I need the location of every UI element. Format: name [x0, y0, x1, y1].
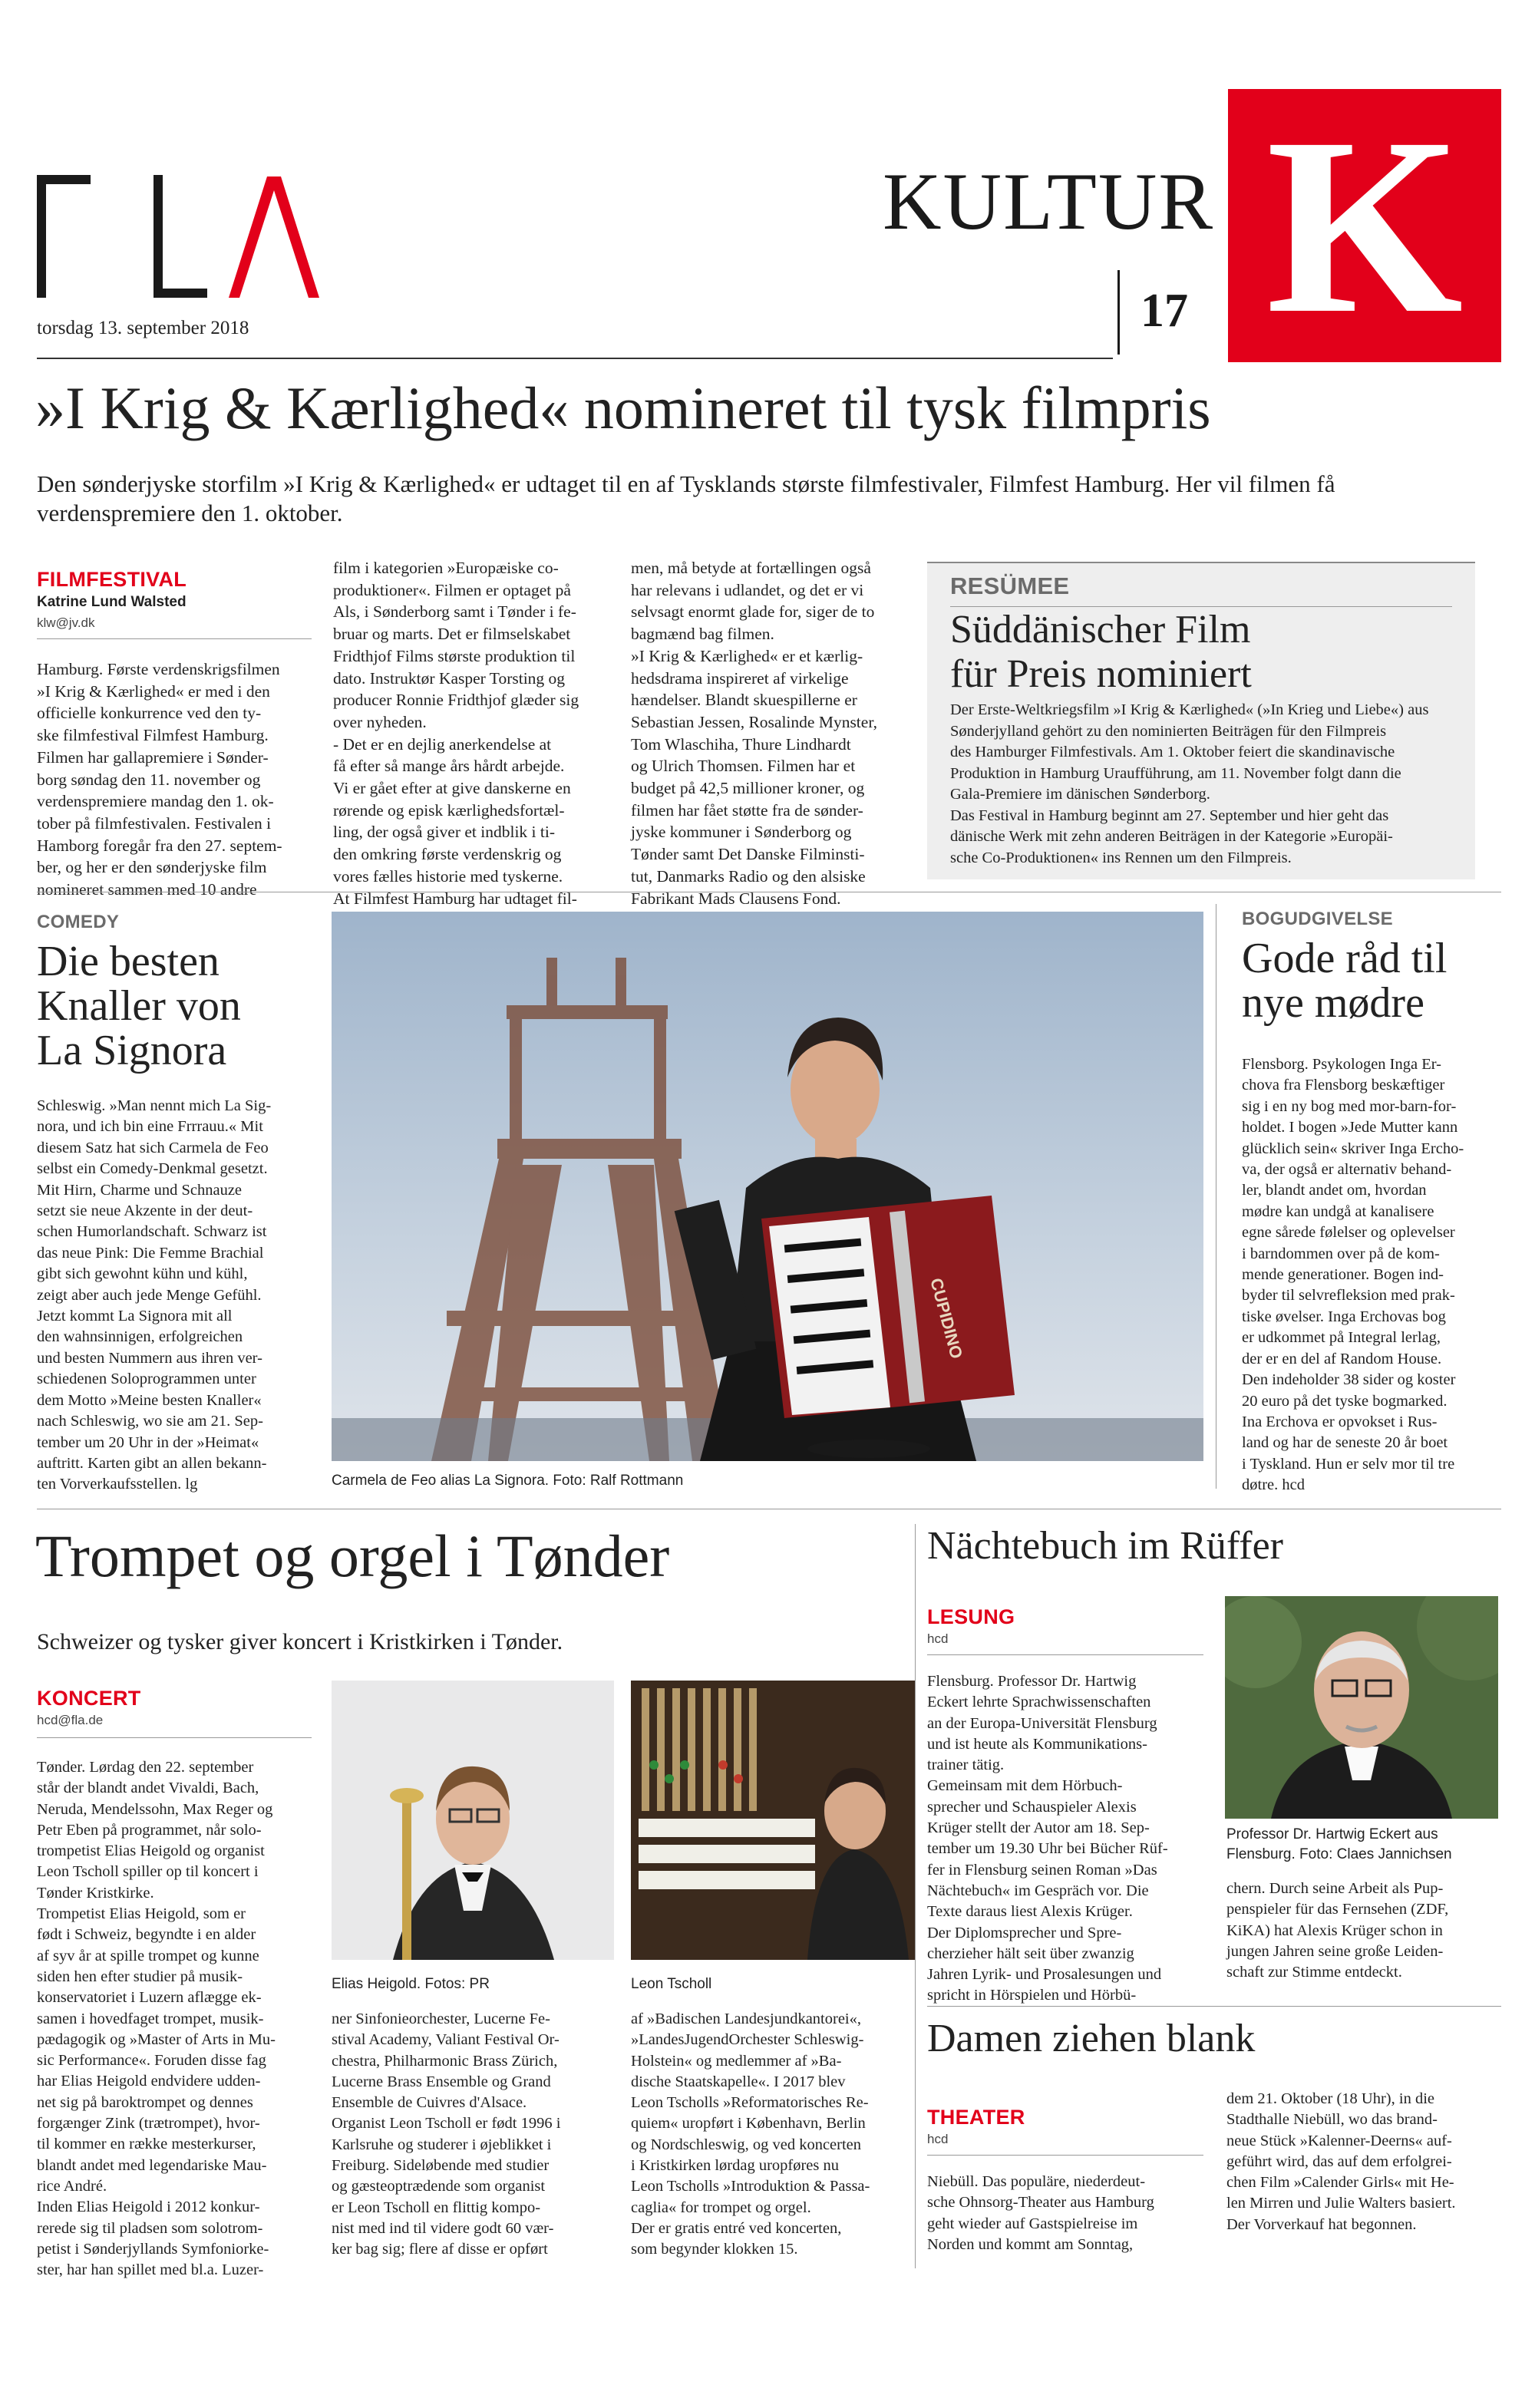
trompet-byline-rule	[37, 1737, 312, 1738]
hartwig-eckert-photo	[1225, 1596, 1498, 1819]
lead-column-1: Hamburg. Første verdenskrigsfilmen »I Krig & Kærlighed« er med i den officielle konkurrence ved den ty- ske filmfestival Filmfest Hamburg. Filmen har gallapremiere i Sønder- borg søndag den 11. november og verdenspremiere mandag den 1. ok- tober på filmfestivalen. Festivalen i Hamborg foregår fra den 27. septem- ber, og her er den sønderjyske film nomineret sammen med 10 andre	[37, 660, 282, 899]
trompet-intro: Schweizer og tysker giver koncert i Kristkirken i Tønder.	[37, 1629, 563, 1654]
trompet-column-1: Tønder. Lørdag den 22. september står der blandt andet Vivaldi, Bach, Neruda, Mendelssohn, Max Reger og Petr Eben på programmet, når solo- trompetist Elias Heigold og organist Leon Tscholl spiller op til koncert i Tønder Kristkirke. Trompetist Elias Heigold, som er født i Schweiz, begyndte i en alder af syv år at spille trompet og kunne siden hen efter studier på musik- konservatoriet i Luzern aflægge ek- samen i hovedfaget trompet, musik- pædagogik og »Master of Arts in Mu- sic Performance«. Foruden disse fag har Elias Heigold endvidere udden- net sig på baroktrompet og dennes forgænger Zink (trætrompet), hvor- til kommer en række mesterkurser, blandt andet med legendariske Mau- rice André. Inden Elias Heigold i 2012 konkur- rerede sig til pladsen som solotrom- petist i Sønderjyllands Symfoniorke- ster, har han spillet med bl.a. Luzer-	[37, 1759, 276, 2279]
la-signora-photo	[332, 912, 1203, 1461]
page-number: 17	[1141, 285, 1188, 337]
leon-caption: Leon Tscholl	[631, 1976, 712, 1992]
comedy-headline-1: Die besten	[37, 938, 220, 985]
naechtebuch-headline: Nächtebuch im Rüffer	[927, 1524, 1283, 1568]
section-letter: K	[1266, 86, 1464, 366]
bog-headline-2: nye mødre	[1242, 979, 1424, 1027]
naechtebuch-rubric: LESUNG	[927, 1605, 1015, 1628]
leon-tscholl-photo	[631, 1681, 915, 1960]
comedy-headline-2: Knaller von	[37, 982, 241, 1030]
lead-byline-rule	[37, 638, 312, 639]
resumee-headline-1: Süddänischer Film	[950, 608, 1251, 651]
damen-byline-rule	[927, 2155, 1203, 2156]
naechtebuch-body-2: chern. Durch seine Arbeit als Pup- penspieler für das Fernsehen (ZDF, KiKA) hat Alexis Krüger schon in jungen Jahren seine große Leiden- schaft zur Stimme entdeckt.	[1226, 1880, 1449, 1981]
lead-author: Katrine Lund Walsted	[37, 594, 187, 610]
damen-body-2: dem 21. Oktober (18 Uhr), in die Stadthalle Niebüll, wo das brand- neue Stück »Kalenner-Deerns« auf- geführt wird, das auf dem erfolgrei- chen Film »Calender Girls« mit He- len Mirren und Julie Walters basiert. Der Vorverkauf hat begonnen.	[1226, 2090, 1456, 2233]
page-number-divider	[1117, 270, 1120, 355]
damen-rubric: THEATER	[927, 2106, 1025, 2129]
lead-headline: »I Krig & Kærlighed« nomineret til tysk filmpris	[35, 374, 1211, 441]
trompet-headline: Trompet og orgel i Tønder	[35, 1522, 670, 1589]
naechtebuch-body: Flensburg. Professor Dr. Hartwig Eckert lehrte Sprachwissenschaften an der Europa-Universität Flensburg und ist heute als Kommunikations- trainer tätig. Gemeinsam mit dem Hörbuch- sprecher und Schauspieler Alexis Krüger stellt der Autor am 18. Sep- tember um 19.30 Uhr bei Bücher Rüf- fer in Flensburg seinen Roman »Das Nächtebuch« im Gespräch vor. Die Texte daraus liest Alexis Krüger. Der Diplomsprecher und Spre- cherzieher hält seit über zwanzig Jahren Lyrik- und Prosalesungen und spricht in Hörspielen und Hörbü-	[927, 1673, 1168, 2004]
section-title: KULTUR	[883, 157, 1215, 246]
resumee-box	[927, 562, 1475, 879]
elias-heigold-photo	[332, 1681, 614, 1960]
bog-rubric: BOGUDGIVELSE	[1242, 909, 1393, 929]
trompet-column-2: ner Sinfonieorchester, Lucerne Fe- stival Academy, Valiant Festival Or- chestra, Philharmonic Brass Zürich, Lucerne Brass Ensemble og Grand Ensemble de Cuivres d'Alsace. Organist Leon Tscholl er født 1996 i Karlsruhe og studerer i øjeblikket i Freiburg. Sideløbende med studier og gæsteoptrædende som organist er Leon Tscholl en flittig kompo- nist med ind til videre godt 60 vær- ker bag sig; flere af disse er opført	[332, 2011, 561, 2258]
trompet-column-3: af »Badischen Landesjundkantorei«, »LandesJugendOrchester Schleswig- Holstein« og medlemmer af »Ba- dische Staatskapelle«. I 2017 blev Leon Tscholls »Reformatorisches Re- quiem« uropført i København, Berlin og Nordschleswig, og ved koncerten i Kristkirken lørdag uropføres nu Leon Tscholls »Introduktion & Passa- caglia« for trompet og orgel. Der er gratis entré ved koncerten, som begynder klokken 15.	[631, 2011, 870, 2258]
fla-logo	[37, 175, 322, 304]
lead-rubric: FILMFESTIVAL	[37, 568, 187, 591]
lead-column-3: men, må betyde at fortællingen også har relevans i udlandet, og det er vi selvsagt enormt glade for, siger de to bagmænd bag filmen. »I Krig & Kærlighed« er et kærlig- hedsdrama inspireret af virkelige hændelser. Blandt skuespillerne er Sebastian Jessen, Rosalinde Mynster, Tom Wlaschiha, Thure Lindhardt og Ulrich Thomsen. Filmen har et budget på 42,5 millioner kroner, og filmen har fået støtte fra de sønder- jyske kommuner i Sønderborg og Tønder samt Det Danske Filminsti- tut, Danmarks Radio og den alsiske Fabrikant Mads Clausens Fond.	[631, 559, 877, 908]
lead-intro: Den sønderjyske storfilm »I Krig & Kærlighed« er udtaget til en af Tysklands største filmfestivaler, Filmfest Hamburg. Her vil filmen få verdenspremiere den 1. oktober.	[37, 470, 1335, 526]
section-rule-3	[927, 2006, 1501, 2007]
naechtebuch-byline-rule	[927, 1654, 1203, 1655]
hartwig-caption: Professor Dr. Hartwig Eckert aus Flensburg. Foto: Claes Jannichsen	[1226, 1826, 1452, 1862]
comedy-headline-3: La Signora	[37, 1027, 227, 1074]
damen-body: Niebüll. Das populäre, niederdeut- sche Ohnsorg-Theater aus Hamburg geht wieder auf Gastspielreise im Norden und kommt am Sonntag,	[927, 2173, 1154, 2253]
comedy-body: Schleswig. »Man nennt mich La Sig- nora, und ich bin eine Frrrauu.« Mit diesem Satz hat sich Carmela de Feo selbst ein Comedy-Denkmal gesetzt. Mit Hirn, Charme und Schnauze setzt sie neue Akzente in der deut- schen Humorlandschaft. Schwarz ist das neue Pink: Die Femme Brachial gibt sich gewohnt kühn und kühl, zeigt aber auch jede Menge Gefühl. Jetzt kommt La Signora mit all den wahnsinnigen, erfolgreichen und besten Nummern aus ihren ver- schiedenen Soloprogrammen unter dem Motto »Meine besten Knaller« nach Schleswig, wo sie am 21. Sep- tember um 20 Uhr in der »Heimat« auftritt. Karten gibt an allen bekann- ten Vorverkaufsstellen. lg	[37, 1097, 272, 1493]
svg-text:CUPIDINO: CUPIDINO	[926, 1275, 967, 1361]
naechtebuch-email: hcd	[927, 1631, 949, 1646]
resumee-body: Der Erste-Weltkriegsfilm »I Krig & Kærlighed« (»In Krieg und Liebe«) aus Sønderjylland gehört zu den nominierten Beiträgen für den Filmpreis des Hamburger Filmfestivals. Am 1. Oktober feiert die skandinavische Produktion in Hamburg Uraufführung, am 11. November folgt dann die Gala-Premiere im dänischen Sønderborg. Das Festival in Hamburg beginnt am 27. September und hier geht das dänische Werk mit zehn anderen Beiträgen in der Kategorie »Europäi- sche Co-Produktionen« ins Rennen um den Filmpreis.	[950, 701, 1429, 866]
damen-headline: Damen ziehen blank	[927, 2017, 1256, 2060]
bog-headline-1: Gode råd til	[1242, 935, 1448, 982]
comedy-rubric: COMEDY	[37, 912, 120, 932]
issue-date: torsdag 13. september 2018	[37, 318, 249, 338]
bog-body: Flensborg. Psykologen Inga Er- chova fra Flensborg beskæftiger sig i en ny bog med mor-barn-for- holdet. I bogen »Jede Mutter kann glücklich sein« skriver Inga Ercho- va, der også er alternativ behand- ler, blandt andet om, hvordan mødre kan undgå at kanalisere egne sårede følelser og oplevelser i barndommen over på de kom- mende generationer. Bogen ind- byder til selvrefleksion med prak- tiske øvelser. Inga Erchovas bog er udkommet på Integral lerlag, der er en del af Random House. Den indeholder 38 sider og koster 20 euro på det tyske bogmarked. Ina Erchova er opvokset i Rus- land og har de seneste 20 år boet i Tyskland. Hun er selv mor til tre døtre. hcd	[1242, 1056, 1464, 1494]
section-badge	[1228, 86, 1501, 366]
la-signora-caption: Carmela de Feo alias La Signora. Foto: Ralf Rottmann	[332, 1473, 684, 1489]
resumee-headline-2: für Preis nominiert	[950, 652, 1252, 696]
lead-email: klw@jv.dk	[37, 615, 95, 630]
resumee-label: RESÜMEE	[950, 572, 1070, 599]
trompet-rubric: KONCERT	[37, 1687, 141, 1710]
damen-email: hcd	[927, 2132, 949, 2146]
right-column-divider	[915, 1524, 916, 2268]
resumee-rule	[950, 606, 1452, 607]
accordion	[761, 1196, 1015, 1418]
masthead-rule	[37, 358, 1113, 359]
lead-column-2: film i kategorien »Europæiske co- produktioner«. Filmen er optaget på Als, i Sønderborg samt i Tønder i fe- bruar og marts. Det er filmselskabet Fridthjof Films største produktion til dato. Instruktør Kasper Torsting og producer Ronnie Fridthjof glæder sig over nyheden. - Det er en dejlig anerkendelse at få efter så mange års hårdt arbejde. Vi er gået efter at give danskerne en rørende og episk kærlighedsfortæl- ling, der også giver et indblik i ti- den omkring første verdenskrig og vores fælles historie med tyskerne. At Filmfest Hamburg har udtaget fil-	[333, 559, 579, 908]
trompet-email: hcd@fla.de	[37, 1713, 104, 1727]
elias-caption: Elias Heigold. Fotos: PR	[332, 1976, 490, 1992]
